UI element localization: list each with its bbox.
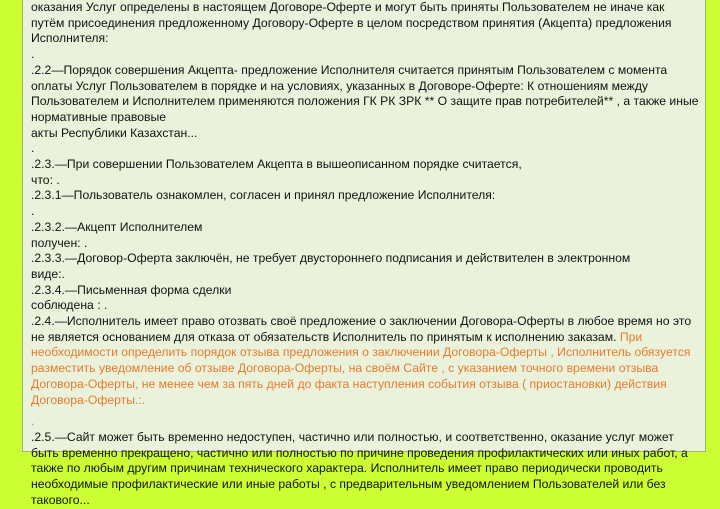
paragraph-2-4-highlight: При необходимости определить порядок отзыва предложения о заключении Договора-Оферты , Исполнитель обязуется разместить уведомление об отзыве Договора-Оферты, на своём Сайте , с указанием точного времени отзыва Договора-Оферты, не менее чем за пять дней до факта наступления события отзыва ( приостановки) действия Договора-Оферты.:.	[31, 329, 691, 407]
document-panel	[22, 0, 706, 507]
paragraph-2-3-1: .2.3.1—Пользователь ознакомлен, согласен и принял предложение Исполнителя:	[31, 188, 496, 203]
separator-dot: .	[31, 204, 35, 219]
paragraph-2-5: .2.5.—Сайт может быть временно недоступен, частично или полностью, и соответственно, оказание услуг может быть временно прекращено, частично или полностью по причине проведения профилактических или иных работ, а также по любым другим причинам технического характера. Исполнитель имеет право периодически проводить необходимые профилактические или иные работы , с предварительным уведомлением Пользователей или без такового...	[31, 429, 688, 507]
paragraph-2-3-2-cont: получен: .	[31, 235, 88, 250]
separator-dot: .	[31, 141, 35, 156]
paragraph-2-3-4-cont: соблюдена : .	[31, 298, 108, 313]
document-body	[23, 0, 705, 509]
separator-dot: .	[31, 47, 35, 62]
separator-dot-orange: .	[31, 414, 35, 429]
paragraph-2-3-2: .2.3.2.—Акцепт Исполнителем	[31, 219, 203, 234]
paragraph-2-4	[31, 314, 701, 408]
paragraph-2-3-3: .2.3.3.—Договор-Оферта заключён, не требует двустороннего подписания и действителен в электронном	[31, 251, 631, 266]
paragraph-2-3-4: .2.3.4.—Письменная форма сделки	[31, 282, 232, 297]
paragraph-2-2: .2.2—Порядок совершения Акцепта- предложение Исполнителя считается принятым Пользователем с момента оплаты Услуг Пользователем в порядке и на условиях, указанных в Договоре-Оферте: К отношениям между Пользователем и Исполнителем применяются положения ГК РК ЗРК ** О защите прав потребителей** , а также иные нормативные правовые	[31, 62, 699, 124]
paragraph-2-3: .2.3.—При совершении Пользователем Акцепта в вышеописанном порядке считается,	[31, 157, 522, 172]
paragraph-2-3-3-cont: виде:.	[31, 266, 65, 281]
paragraph-2-3-cont: что: .	[31, 172, 60, 187]
paragraph-2-2-end: акты Республики Казахстан...	[31, 125, 198, 140]
paragraph-intro: оказания Услуг определены в настоящем Договоре-Оферте и могут быть приняты Пользователем не иначе как путём присоединения предложенному Договору-Оферте в целом посредством принятия (Акцепта) предложения Исполнителя:	[31, 0, 672, 46]
paragraph-2-4-main: .2.4.—Исполнитель имеет право отозвать своё предложение о заключении Договора-Оферты в любое время но это не является основанием для отказа от обязательств Исполнитель по принятым к исполнению заказам.	[31, 314, 692, 344]
